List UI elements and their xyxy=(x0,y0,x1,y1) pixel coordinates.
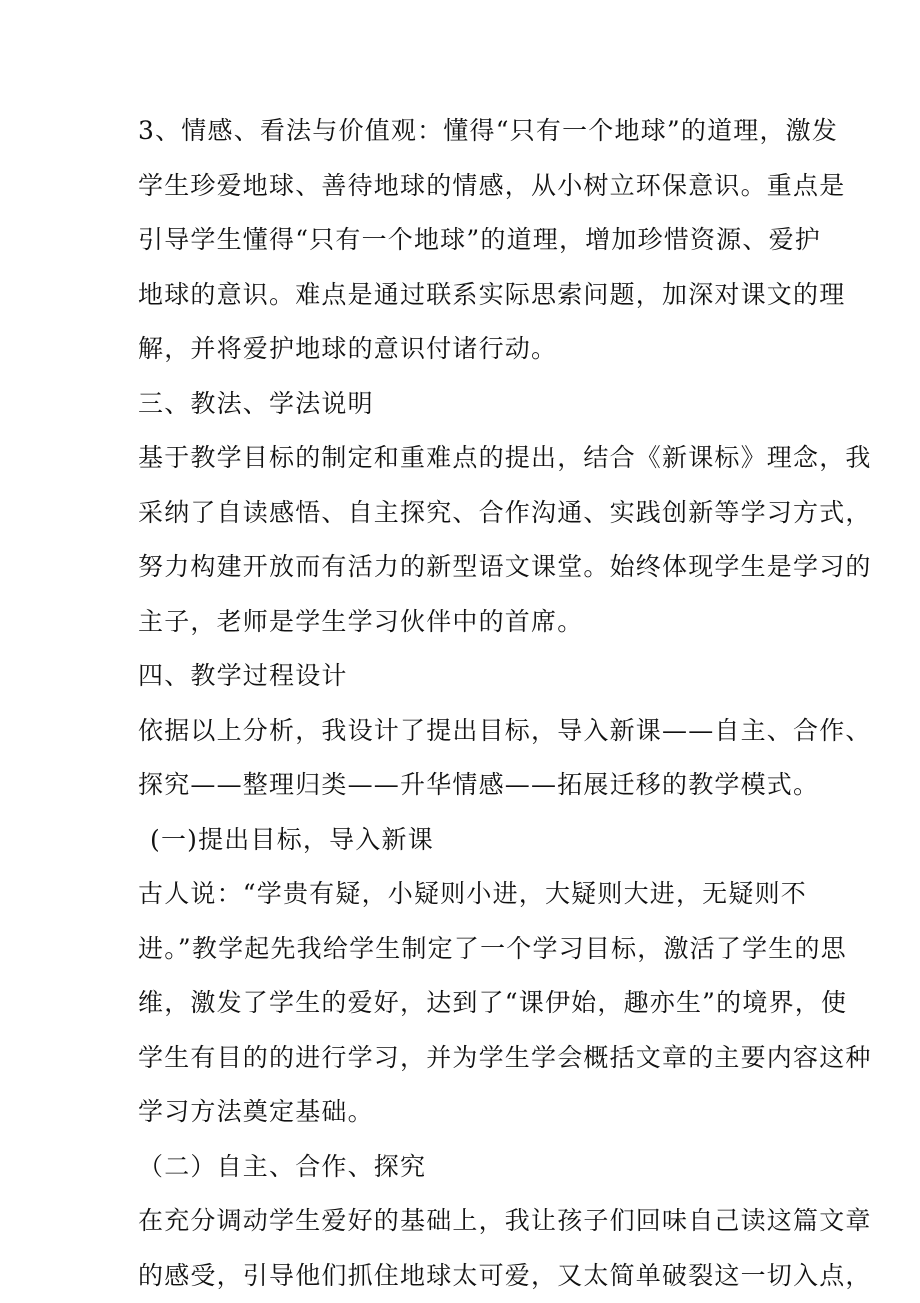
section-heading: 四、教学过程设计 xyxy=(138,649,798,704)
subsection-heading: (一)提出目标，导入新课 xyxy=(138,813,798,868)
text-line: 维，激发了学生的爱好，达到了“课伊始，趣亦生”的境界，使 xyxy=(138,976,798,1031)
text-line: 学习方法奠定基础。 xyxy=(138,1085,798,1140)
text-line: 学生有目的的进行学习，并为学生学会概括文章的主要内容这种 xyxy=(138,1031,798,1086)
text-line: 探究——整理归类——升华情感——拓展迁移的教学模式。 xyxy=(138,758,798,813)
text-line: 古人说：“学贵有疑，小疑则小进，大疑则大进，无疑则不 xyxy=(138,867,798,922)
text-line: 依据以上分析，我设计了提出目标，导入新课——自主、合作、 xyxy=(138,704,798,759)
text-line: 进。”教学起先我给学生制定了一个学习目标，激活了学生的思 xyxy=(138,922,798,977)
text-line: 地球的意识。难点是通过联系实际思索问题，加深对课文的理 xyxy=(138,268,798,323)
text-line: 在充分调动学生爱好的基础上，我让孩子们回味自己读这篇文章 xyxy=(138,1194,798,1249)
text-line: 引导学生懂得“只有一个地球”的道理，增加珍惜资源、爱护 xyxy=(138,213,798,268)
text-line: 主子，老师是学生学习伙伴中的首席。 xyxy=(138,595,798,650)
text-line: 解，并将爱护地球的意识付诸行动。 xyxy=(138,322,798,377)
text-line: 3、情感、看法与价值观：懂得“只有一个地球”的道理，激发 xyxy=(138,104,798,159)
text-line: 采纳了自读感悟、自主探究、合作沟通、实践创新等学习方式， xyxy=(138,486,798,541)
text-line: 学生珍爱地球、善待地球的情感，从小树立环保意识。重点是 xyxy=(138,159,798,214)
subsection-heading: （二）自主、合作、探究 xyxy=(138,1140,798,1195)
section-heading: 三、教法、学法说明 xyxy=(138,377,798,432)
text-line: 基于教学目标的制定和重难点的提出，结合《新课标》理念，我 xyxy=(138,431,798,486)
text-line: 的感受，引导他们抓住地球太可爱，又太简单破裂这一切入点， xyxy=(138,1249,798,1303)
text-line: 努力构建开放而有活力的新型语文课堂。始终体现学生是学习的 xyxy=(138,540,798,595)
document-body xyxy=(138,104,798,1303)
